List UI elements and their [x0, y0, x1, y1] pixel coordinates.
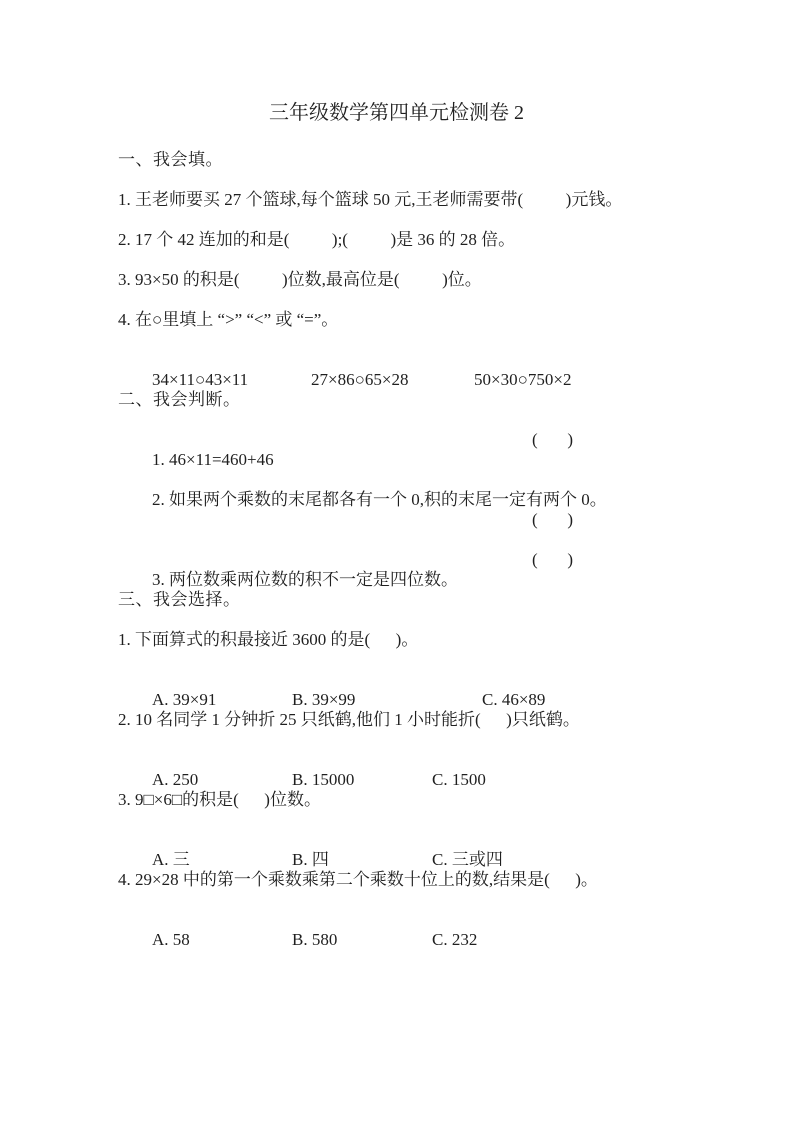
- choice-3-option-b: B. 四: [292, 850, 329, 869]
- fill-question-4-comparisons: [118, 350, 758, 389]
- judge-question-3-answer-blank: ( ): [532, 550, 574, 569]
- choice-question-2-options: [118, 750, 758, 789]
- choice-question-1-options: [118, 670, 758, 709]
- choice-4-option-a: A. 58: [152, 930, 190, 949]
- choice-3-option-c: C. 三或四: [432, 850, 503, 869]
- choice-question-4: 4. 29×28 中的第一个乘数乘第二个乘数十位上的数,结果是( )。: [118, 870, 598, 889]
- choice-2-option-c: C. 1500: [432, 770, 486, 789]
- judge-question-1: [118, 430, 758, 469]
- fill-question-4: 4. 在○里填上 “>” “<” 或 “=”。: [118, 310, 339, 329]
- choice-question-1: 1. 下面算式的积最接近 3600 的是( )。: [118, 630, 419, 649]
- judge-question-2-text: 2. 如果两个乘数的末尾都各有一个 0,积的末尾一定有两个 0。: [152, 490, 607, 509]
- judge-question-2-answer-blank: ( ): [532, 510, 574, 529]
- choice-2-option-a: A. 250: [152, 770, 199, 789]
- doc-title: 三年级数学第四单元检测卷 2: [269, 102, 524, 124]
- section-3-heading: 三、我会选择。: [118, 590, 241, 609]
- fill-question-3: 3. 93×50 的积是( )位数,最高位是( )位。: [118, 270, 482, 289]
- comparison-expression-2: 27×86○65×28: [311, 370, 409, 389]
- choice-3-option-a: A. 三: [152, 850, 190, 869]
- choice-1-option-b: B. 39×99: [292, 690, 356, 709]
- section-2-heading: 二、我会判断。: [118, 390, 241, 409]
- judge-question-3: [118, 550, 758, 589]
- choice-4-option-c: C. 232: [432, 930, 478, 949]
- judge-question-1-text: 1. 46×11=460+46: [152, 450, 274, 469]
- judge-question-3-text: 3. 两位数乘两位数的积不一定是四位数。: [152, 570, 458, 589]
- choice-question-3-options: [118, 830, 758, 869]
- choice-2-option-b: B. 15000: [292, 770, 355, 789]
- choice-1-option-a: A. 39×91: [152, 690, 217, 709]
- choice-question-2: 2. 10 名同学 1 分钟折 25 只纸鹤,他们 1 小时能折( )只纸鹤。: [118, 710, 580, 729]
- body-lines: [118, 150, 758, 949]
- choice-1-option-c: C. 46×89: [482, 690, 546, 709]
- section-1-heading: 一、我会填。: [118, 150, 223, 169]
- judge-question-2-blank-line: [118, 510, 758, 530]
- fill-question-2: 2. 17 个 42 连加的和是( );( )是 36 的 28 倍。: [118, 230, 516, 249]
- judge-question-1-answer-blank: ( ): [532, 430, 574, 449]
- judge-question-2: [118, 470, 758, 509]
- page-content: [118, 0, 758, 950]
- choice-4-option-b: B. 580: [292, 930, 338, 949]
- choice-question-3: 3. 9□×6□的积是( )位数。: [118, 790, 321, 809]
- comparison-expression-1: 34×11○43×11: [152, 370, 249, 389]
- comparison-expression-3: 50×30○750×2: [474, 370, 572, 389]
- fill-question-1: 1. 王老师要买 27 个篮球,每个篮球 50 元,王老师需要带( )元钱。: [118, 190, 623, 209]
- choice-question-4-options: [118, 910, 758, 949]
